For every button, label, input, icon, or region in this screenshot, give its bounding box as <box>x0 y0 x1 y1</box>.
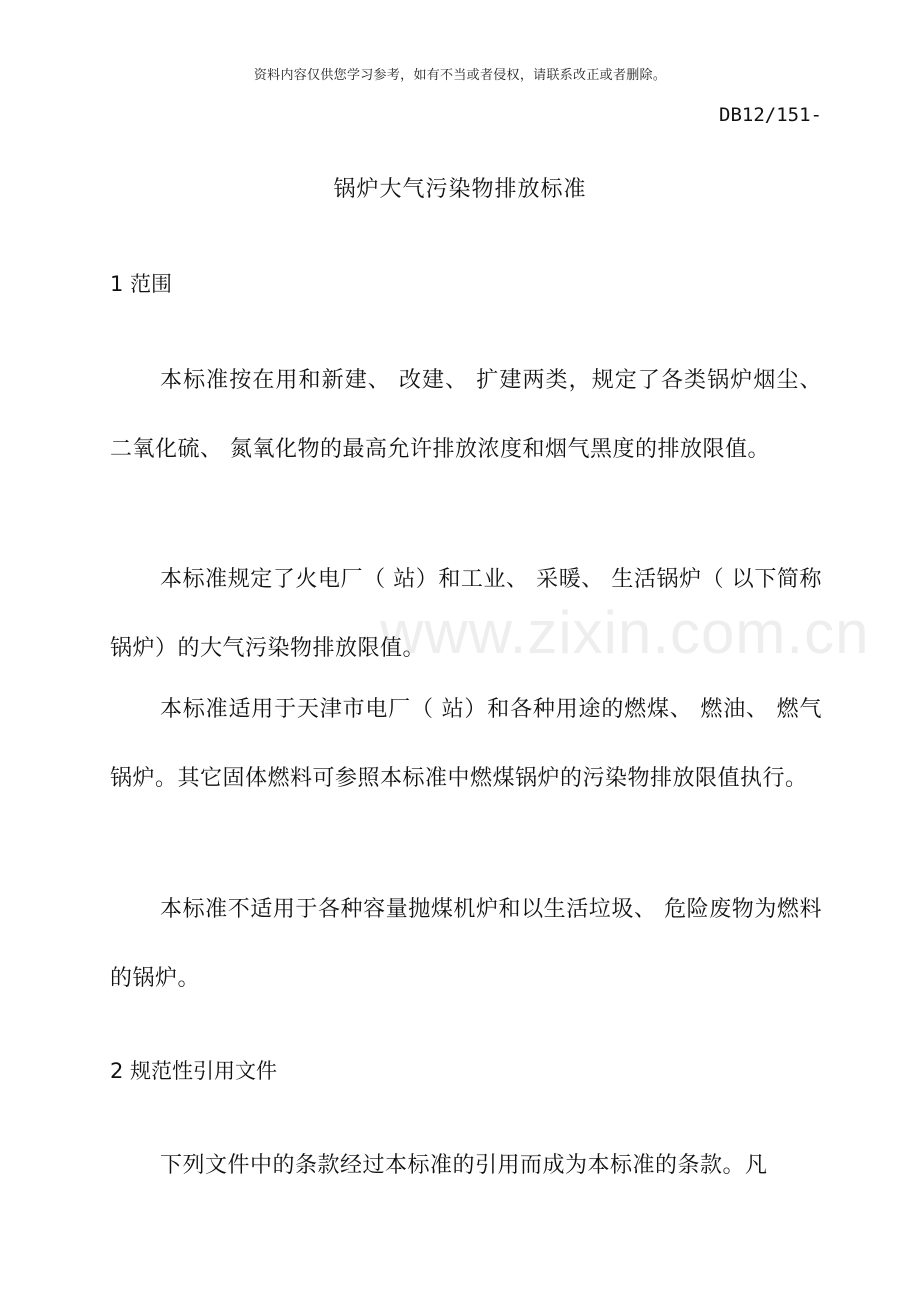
section-1-paragraph-4: 本标准不适用于各种容量抛煤机炉和以生活垃圾、 危险废物为燃料的锅炉。 <box>110 897 822 991</box>
section-1-paragraph-1: 本标准按在用和新建、 改建、 扩建两类，规定了各类锅炉烟尘、 二氧化硫、 氮氧化物的最高允许排放浓度和烟气黑度的排放限值。 <box>110 368 822 462</box>
section-1-heading: 1 范围 <box>110 272 173 296</box>
document-title: 锅炉大气污染物排放标准 <box>333 177 587 202</box>
watermark: www.zixin.com.cn <box>380 599 870 666</box>
section-2-heading: 2 规范性引用文件 <box>110 1059 278 1083</box>
section-2-paragraph-1: 下列文件中的条款经过本标准的引用而成为本标准的条款。凡 <box>160 1153 768 1178</box>
section-1-paragraph-3: 本标准适用于天津市电厂（ 站）和各种用途的燃煤、 燃油、 燃气锅炉。其它固体燃料可参照本标准中燃煤锅炉的污染物排放限值执行。 <box>110 697 822 791</box>
document-number: DB12/151- <box>719 104 822 126</box>
section-1-paragraph-2: 本标准规定了火电厂（ 站）和工业、 采暖、 生活锅炉（ 以下简称锅炉）的大气污染物排放限值。 <box>110 567 822 661</box>
page-disclaimer: 资料内容仅供您学习参考，如有不当或者侵权，请联系改正或者删除。 <box>253 68 667 83</box>
